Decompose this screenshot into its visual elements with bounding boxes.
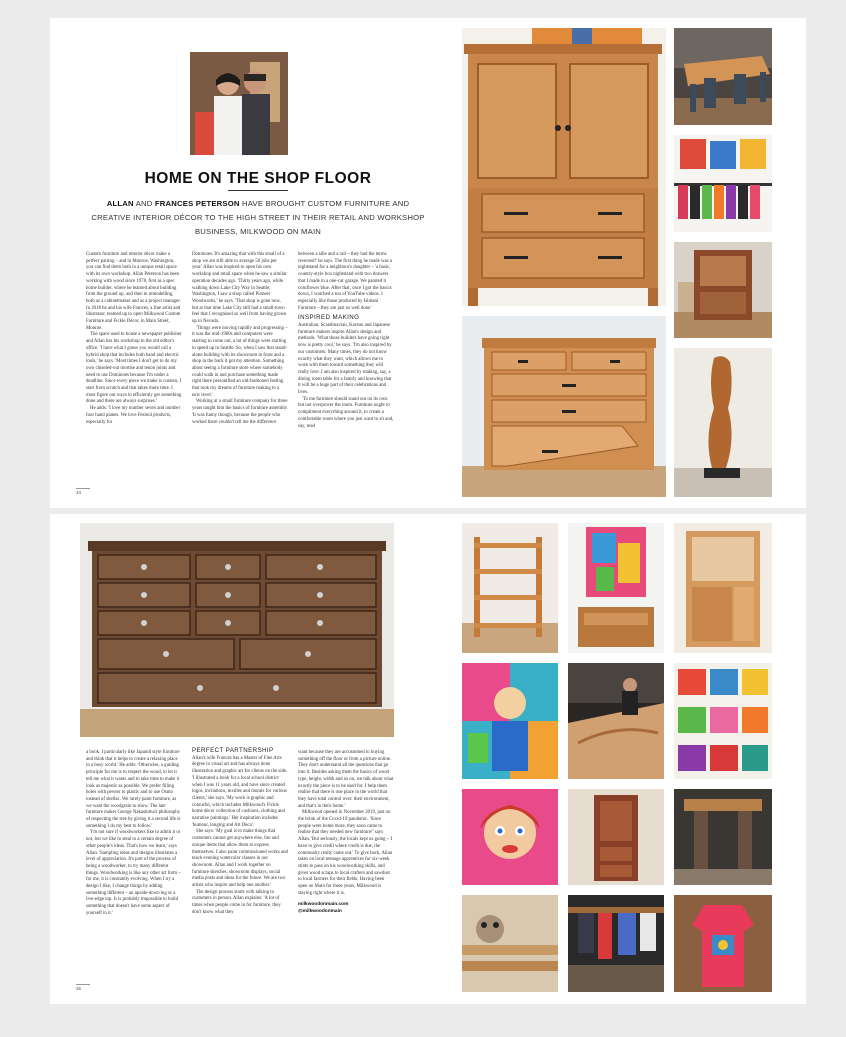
painting-console-photo [568,523,664,653]
standfirst [86,197,430,239]
page-number: 36 [76,984,90,991]
workshop-photo [674,789,772,885]
portrait-photo [190,52,288,155]
paragraph: The space used to house a newspaper publisher and Allan has his workshop in the old editor's office. 'I have what I guess you would call a hybrid shop that includes both hand and electric tools,' he says. 'Most times I don't get to do my own chiseled-out mortise and tenon joints and need to use Dominoes because I'm under a deadline. Since every piece we make is custom, I start from scratch and that takes more time. I must figure out ways to efficiently get something done and there are always surprises.' [86,332,182,405]
live-edge-slab-photo [568,663,664,779]
coat-rack-photo [568,895,664,992]
subhead-inspired-making: INSPIRED MAKING [298,314,360,322]
portrait-icon [190,52,288,155]
subhead-perfect-partnership: PERFECT PARTNERSHIP [192,747,274,754]
cabinet-photo [674,242,772,338]
page-number: 34 [76,488,90,495]
dog-boards-photo [462,895,558,992]
paragraph: 'I'm not sure if woodworkers like to admit it or not, but we like to steal to a certain degree of other people's ideas. That's how we learn,' says Allan. 'Sampling ideas and designs illustrates a level of appreciation. It's part of the process of being a woodworker, to try many different things. Woodworking is like any other art form – for me, it is constantly evolving. When I try a design I like, I change things by adding something different – an upside-down leg or a live-edge top. It is probably impossible to build something that doesn't have some aspect of yourself in it.' [86,830,181,916]
paragraph: She says: 'My goal is to make things that customers cannot get anywhere else, fun and unique items that allow them to express themselves. I also paint commissioned works and teach evening watercolor classes in our showroom. Allan and I work together on furniture sketches, showroom displays, social media posts and ideas for the future. We are two artists who inspire and help one another.' [192,829,288,889]
paragraph: 'To me furniture should stand out on its own but not overpower the room. Furniture ought to compliment everything around it, to create a comfortable room where you just want to sit and, say, read [298,396,394,429]
standfirst-and: AND [135,199,153,208]
armoire-photo [462,28,666,306]
standfirst-rest: HAVE BROUGHT CUSTOM FURNITURE AND CREATIVE INTERIOR DÉCOR TO THE HIGH STREET IN THEIR RETAIL AND WORKSHOP BUSINESS, MILKWOOD ON MAIN [91,199,425,236]
dresser-photo [462,316,666,497]
desk-hutch-photo [674,523,772,653]
dining-table-photo [674,28,772,125]
title-divider [228,190,288,191]
mural-painting-photo [462,663,558,779]
paragraph: He adds: 'I love my number seven and number four hand planes. We love Festool products, especially for [86,406,181,425]
body-column-2 [192,748,288,917]
body-column-3 [298,252,394,430]
magazine-page-bottom [50,514,806,1004]
paragraph: want because they are accustomed to buying something off the floor or from a picture online. They don't understand all the questions that go into it. Besides asking them the basics of wood type, height, width and so on, we talk about what exactly the piece is to be used for. I help them realise that there is one place in the world that they have total control over: their environment, and that's in their home.' [298,750,394,809]
paragraph: 'Things were moving rapidly and progressing – it was the mid-1980s and computers were starting to come out, a lot of things were starting to speed up in Seattle. So, when I saw that stand-alone building with its showroom in front and a shop in the back it got my attention. Something about seeing a furniture store where somebody could walk in and purchase something made right there personified an old-fashioned feeling that took my dreams of furniture making to a new level.' [192,325,288,398]
article-title: HOME ON THE SHOP FLOOR [144,170,372,187]
standfirst-name1: ALLAN [106,199,134,208]
paragraph: Allan's wife Frances has a Master of Fine Arts degree in visual art and has always done illustration and graphic art for clients on the side. 'I illustrated a book for a local school district when I was 11 years old, and have since created logos, invitations, textiles and murals for various clients,' she says. 'My work is graphic and colourful, which includes Milkwood's Fickle home décor collection of cushions, clothing and narrative paintings.' Her inspiration includes 'humour, longing and Art Deco'. [192,755,288,828]
paragraph: between a stile and a rail – they had the terms reversed!' he says. The first thing he made was a nightstand for a neighbour's daughter – 'a basic, country-style box nightstand with two drawers that I made in a one-car garage. We painted it cornflower blue. After that, once I got the basics down, I watched a ton of YouTube videos. I especially like those produced by Ishitani Furniture – they are just so well done.' [298,252,392,311]
paragraph: The design process starts with talking to customers in person. Allan explains: 'A lot of times when people come in for furniture, they don't know what they [192,889,281,915]
paragraph: Working at a small furniture company for three years taught him the basics of furniture assembly. 'It was funny though, because the people who worked there couldn't tell me the difference [192,399,288,425]
paragraph: Milkwood opened in November 2019, just on the brink of the Covid-19 pandemic. 'Since people were home more, they soon came to realise that they needed new furniture!' says Allan. 'But seriously, the locals kept us going – I have to give credit where credit is due, the community really came out.' To give back, Allan takes on local teenage apprentices for six-week stints to pass on his woodworking skills, and gives wood scraps to local crafters and sawdust to local farmers for their fields. Having been open on Main for three years, Milkwood is staying right where it is. [298,810,393,896]
body-column-2 [192,252,288,426]
portrait-painting-photo [462,789,558,885]
website-link[interactable]: milkwoodonmain.com [298,902,349,908]
paragraph: Australian, Scandinavian, Korean and Japanese furniture makers inspire Allan's design and methods. 'What those builders have going right now is pretty cool,' he says. 'I'm also inspired by our customers. Many times, they do not know exactly what they want, which allows me to work with them toward something they will really love. I am also inspired by making, say, a dining room table for a family and knowing that it will be a huge part of their celebrations and lives. [298,323,392,396]
body-column-3 [298,750,394,915]
cushions-photo [674,135,772,232]
pillow-collection-photo [674,663,772,779]
social-handle[interactable]: @milkwoodonmain [298,909,342,915]
paragraph: Dominoes. It's amazing that with this small of a shop we are still able to average 50 jobs per year.' Allan was inspired to open his own workshop and retail space when he saw a similar operation decades ago. 'Thirty years ago, while walking down Lake City Way in Seattle, Washington, I saw a shop called Pioneer Woodworks,' he says. 'That shop is gone now, but at that time Lake City still had a small-town feel that I recognised so well from having grown up in Nevada. [192,252,287,325]
paragraph: Custom furniture and interior décor make a perfect pairing – and in Monroe, Washington, you can find them both in a unique retail space with its own workshop. Allan Peterson has been working with wood since 1978, first as a spec home builder, where he learned about building from the ground up, and then in remodelling, both as a cabinetmaker and as a project manager. In 2018 he and his wife Frances, a fine artist and illustrator, teamed up to open Milkwood Custom Furniture and Fickle Décor, in Main Street, Monroe. [86,252,181,331]
bookshelf-photo [462,523,558,653]
walnut-dresser-photo [80,523,394,737]
magazine-page-top [50,18,806,508]
tall-cabinet-photo [568,789,664,885]
body-column-1 [86,750,182,918]
garment-photo [674,895,772,992]
sculpture-photo [674,348,772,497]
standfirst-name2: FRANCES PETERSON [154,199,240,208]
body-column-1 [86,252,182,426]
paragraph: a book. I particularly like Japandi style furniture and think that it helps to create a relaxing place in a busy world.' He adds: 'Otherwise, a guiding principle for me is to respect the wood, to let it tell me what it wants and to take time to make it look as majestic as possible. We prefer filling holes with pewter to plastic and to use Osmo instead of shellac. We rarely paint furniture, as we want the woodgrain to show. The late furniture maker George Nakashima's philosophy of respecting the tree by giving it a second life is something I do my best to follow.' [86,750,181,829]
